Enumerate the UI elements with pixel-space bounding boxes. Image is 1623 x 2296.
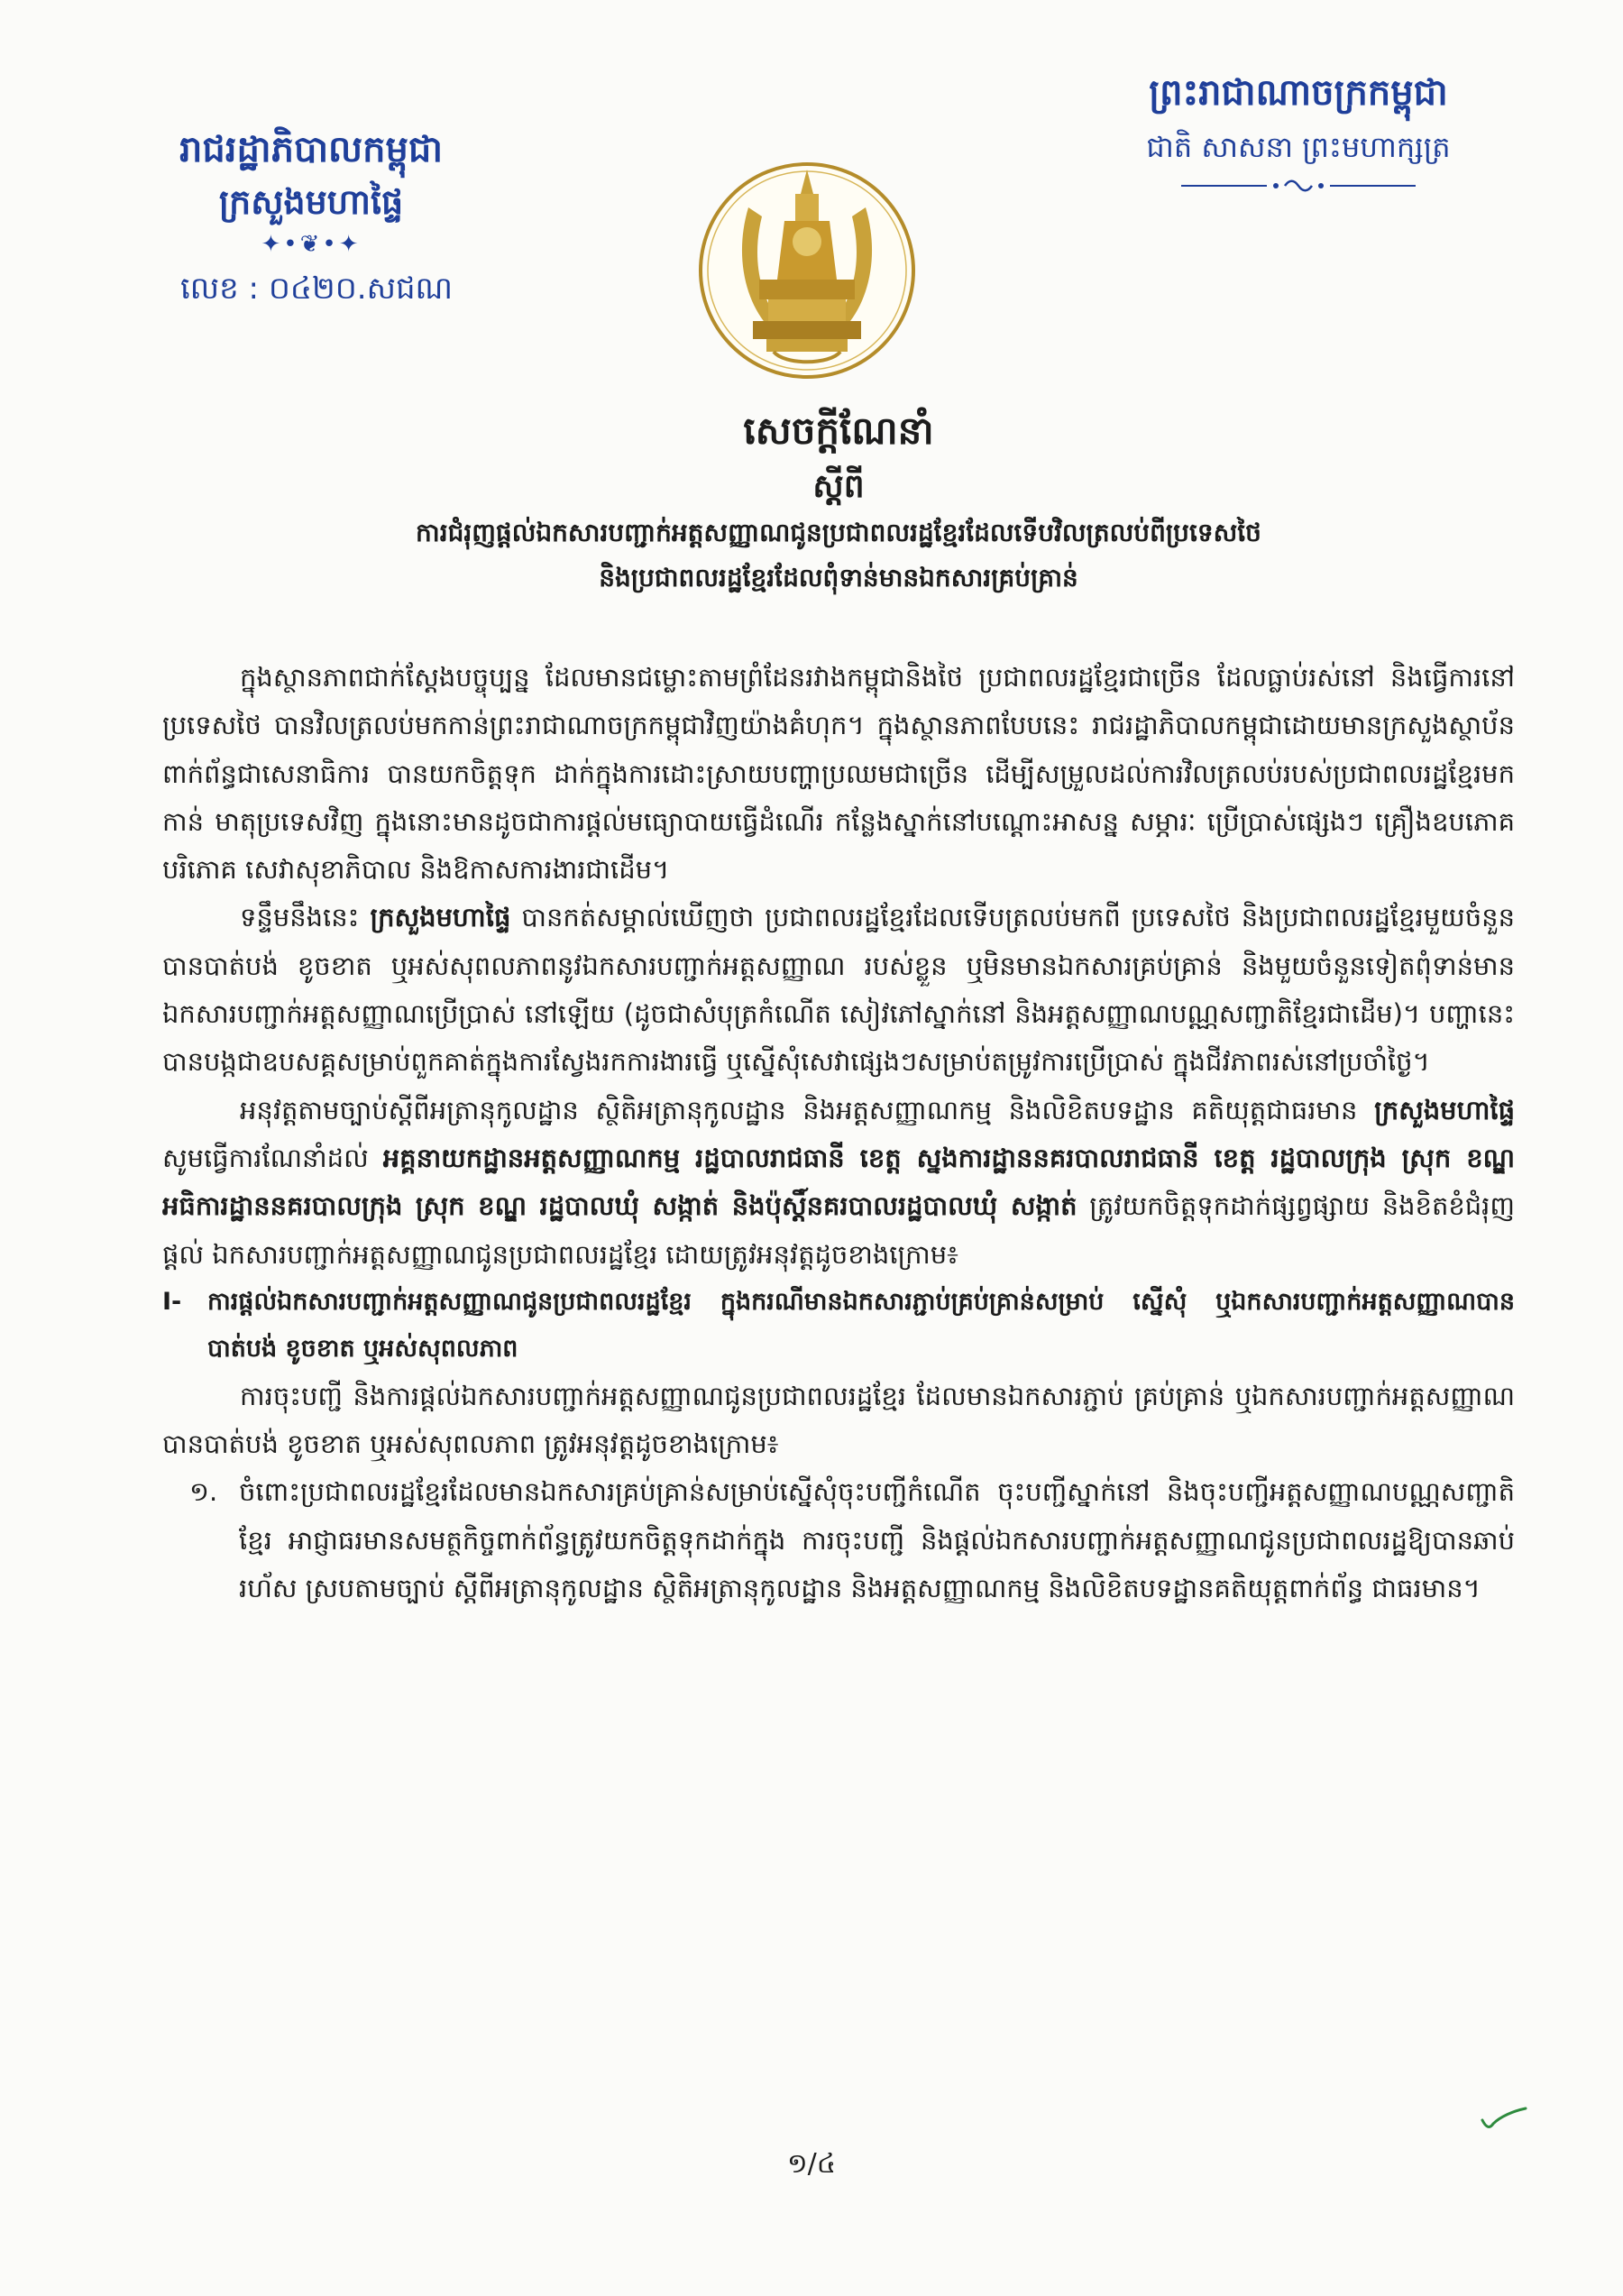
document-title bbox=[180, 406, 1497, 601]
section-1-title: ការផ្ដល់ឯកសារបញ្ជាក់អត្តសញ្ញាណជូនប្រជាពលរដ្ឋខ្មែរ ក្នុងករណីមានឯកសារភ្ជាប់គ្រប់គ្រាន់សម្រាប់ ស្នើសុំ ឬឯកសារបញ្ជាក់អត្តសញ្ញាណបានបាត់បង់ ខូចខាត ឬអស់សុពលភាព bbox=[207, 1287, 1515, 1363]
royal-emblem-icon bbox=[694, 144, 920, 397]
paragraph-3 bbox=[162, 1087, 1515, 1279]
list-item-1-number: ១. bbox=[189, 1476, 218, 1508]
ministry-name: ក្រសួងមហាផ្ទៃ bbox=[218, 182, 404, 222]
kingdom-name: ព្រះរាជាណាចក្រកម្ពុជា bbox=[1149, 72, 1448, 114]
subject-line-1: ការជំរុញផ្ដល់ឯកសារបញ្ជាក់អត្តសញ្ញាណជូនប្រជាពលរដ្ឋខ្មែរដែលទើបវិលត្រលប់ពីប្រទេសថៃ bbox=[416, 518, 1261, 547]
paragraph-2 bbox=[162, 894, 1515, 1086]
ornament-divider: ✦•❦•✦ bbox=[261, 231, 362, 258]
national-motto: ជាតិ សាសនា ព្រះមហាក្សត្រ bbox=[1146, 130, 1451, 164]
document-type: សេចក្ដីណែនាំ bbox=[743, 409, 934, 453]
left-header bbox=[144, 126, 478, 314]
right-header bbox=[1064, 68, 1533, 197]
government-name: រាជរដ្ឋាភិបាលកម្ពុជា bbox=[179, 129, 443, 170]
document-body bbox=[162, 654, 1515, 1612]
subject-line-2: និងប្រជាពលរដ្ឋខ្មែរដែលពុំទាន់មានឯកសារគ្រប់គ្រាន់ bbox=[599, 563, 1078, 592]
paragraph-3-lead: អនុវត្តតាមច្បាប់ស្ដីពីអត្រានុកូលដ្ឋាន ស្ថិតិអត្រានុកូលដ្ឋាន និងអត្តសញ្ញាណកម្ម និងលិខិតបទដ្ឋាន គតិយុត្តជាធរមាន bbox=[240, 1094, 1375, 1125]
paragraph-3-end: ត្រូវយកចិត្តទុកដាក់ផ្សព្វផ្សាយ និងខិតខំជំរុញផ្ដល់ ឯកសារបញ្ជាក់អត្តសញ្ញាណជូនប្រជាពលរដ្ឋខ្មែរ ដោយត្រូវអនុវត្តដូចខាងក្រោម៖ bbox=[162, 1190, 1515, 1270]
paragraph-3-mid: សូមធ្វើការណែនាំដល់ bbox=[162, 1142, 383, 1173]
paragraph-2-lead: ទន្ទឹមនឹងនេះ bbox=[240, 902, 371, 933]
check-mark-icon bbox=[1479, 2106, 1528, 2133]
list-item-1 bbox=[189, 1468, 1515, 1612]
authorities-bold: អគ្គនាយកដ្ឋានអត្តសញ្ញាណកម្ម រដ្ឋបាលរាជធានី ខេត្ត ស្នងការដ្ឋាននគរបាលរាជធានី ខេត្ត រដ្ឋបាលក្រុង ស្រុក ខណ្ឌ អធិការដ្ឋាននគរបាលក្រុង ស្រុក ខណ្ឌ រដ្ឋបាលឃុំ សង្កាត់ និងប៉ុស្តិ៍នគរបាលរដ្ឋបាលឃុំ សង្កាត់ bbox=[162, 1142, 1516, 1222]
paragraph-1: ក្នុងស្ថានភាពជាក់ស្ដែងបច្ចុប្បន្ន ដែលមានជម្លោះតាមព្រំដែនរវាងកម្ពុជានិងថៃ ប្រជាពលរដ្ឋខ្មែរជាច្រើន ដែលធ្លាប់រស់នៅ និងធ្វើការនៅប្រទេសថៃ បានវិលត្រលប់មកកាន់ព្រះរាជាណាចក្រកម្ពុជាវិញយ៉ាងគំហុក។ ក្នុងស្ថានភាពបែបនេះ រាជរដ្ឋាភិបាលកម្ពុជាដោយមានក្រសួងស្ថាប័នពាក់ព័ន្ធជាសេនាធិការ បានយកចិត្តទុក ដាក់ក្នុងការដោះស្រាយបញ្ហាប្រឈមជាច្រើន ដើម្បីសម្រួលដល់ការវិលត្រលប់របស់ប្រជាពលរដ្ឋខ្មែរមកកាន់ មាតុប្រទេសវិញ ក្នុងនោះមានដូចជាការផ្ដល់មធ្យោបាយធ្វើដំណើរ កន្លែងស្នាក់នៅបណ្ដោះអាសន្ន សម្ភារៈ ប្រើប្រាស់ផ្សេងៗ គ្រឿងឧបភោគបរិភោគ សេវាសុខាភិបាល និងឱកាសការងារជាដើម។ bbox=[162, 662, 1515, 886]
section-1-number: I- bbox=[162, 1287, 182, 1316]
reference-number: លេខ : ០៤២០.សជណ bbox=[180, 271, 454, 307]
list-item-1-text: ចំពោះប្រជាពលរដ្ឋខ្មែរដែលមានឯកសារគ្រប់គ្រាន់សម្រាប់ស្នើសុំចុះបញ្ជីកំណើត ចុះបញ្ជីស្នាក់នៅ និងចុះបញ្ជីអត្តសញ្ញាណបណ្ណសញ្ជាតិខ្មែរ អាជ្ញាធរមានសមត្ថកិច្ចពាក់ព័ន្ធត្រូវយកចិត្តទុកដាក់ក្នុង ការចុះបញ្ជី និងផ្ដល់ឯកសារបញ្ជាក់អត្តសញ្ញាណជូនប្រជាពលរដ្ឋឱ្យបានឆាប់រហ័ស ស្របតាមច្បាប់ ស្ដីពីអត្រានុកូលដ្ឋាន ស្ថិតិអត្រានុកូលដ្ឋាន និងអត្តសញ្ញាណកម្ម និងលិខិតបទដ្ឋានគតិយុត្តពាក់ព័ន្ធ ជាធរមាន។ bbox=[239, 1476, 1515, 1604]
paragraph-4: ការចុះបញ្ជី និងការផ្ដល់ឯកសារបញ្ជាក់អត្តសញ្ញាណជូនប្រជាពលរដ្ឋខ្មែរ ដែលមានឯកសារភ្ជាប់ គ្រប់គ្រាន់ ឬឯកសារបញ្ជាក់អត្តសញ្ញាណបានបាត់បង់ ខូចខាត ឬអស់សុពលភាព ត្រូវអនុវត្តដូចខាងក្រោម៖ bbox=[162, 1380, 1515, 1460]
title-about: ស្ដីពី bbox=[812, 468, 865, 505]
paragraph-2-text: បានកត់សម្គាល់ឃើញថា ប្រជាពលរដ្ឋខ្មែរដែលទើបត្រលប់មកពី ប្រទេសថៃ និងប្រជាពលរដ្ឋខ្មែរមួយចំនួនបានបាត់បង់ ខូចខាត ឬអស់សុពលភាពនូវឯកសារបញ្ជាក់អត្តសញ្ញាណ របស់ខ្លួន ឬមិនមានឯកសារគ្រប់គ្រាន់ និងមួយចំនួនទៀតពុំទាន់មានឯកសារបញ្ជាក់អត្តសញ្ញាណប្រើប្រាស់ នៅឡើយ (ដូចជាសំបុត្រកំណើត សៀវភៅស្នាក់នៅ និងអត្តសញ្ញាណបណ្ណសញ្ជាតិខ្មែរជាដើម)។ បញ្ហានេះ បានបង្កជាឧបសគ្គសម្រាប់ពួកគាត់ក្នុងការស្វែងរកការងារធ្វើ ឬស្នើសុំសេវាផ្សេងៗសម្រាប់តម្រូវការប្រើប្រាស់ ក្នុងជីវភាពរស់នៅប្រចាំថ្ងៃ។ bbox=[162, 902, 1515, 1078]
page-number: ១/៤ bbox=[786, 2148, 837, 2180]
ornament-icon bbox=[1181, 178, 1416, 194]
section-1-heading bbox=[162, 1279, 1515, 1373]
ministry-bold: ក្រសួងមហាផ្ទៃ bbox=[370, 902, 511, 933]
ministry-bold-2: ក្រសួងមហាផ្ទៃ bbox=[1374, 1094, 1515, 1125]
